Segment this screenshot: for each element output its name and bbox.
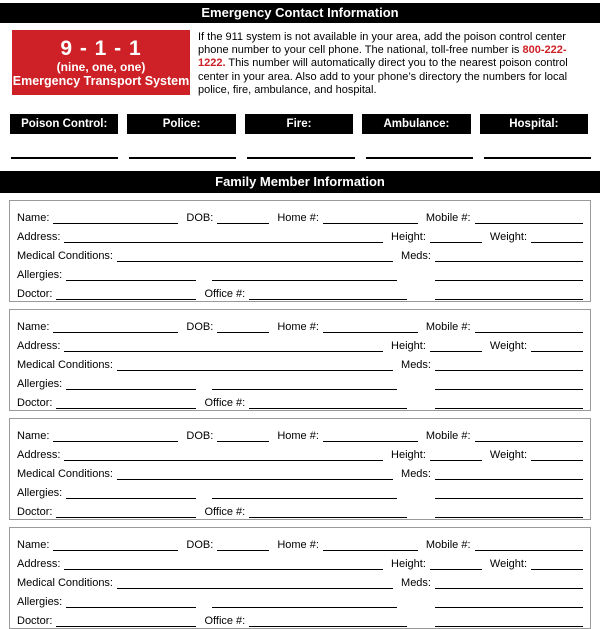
weight-write-line bbox=[531, 569, 583, 570]
emergency-contact-form bbox=[0, 3, 600, 626]
meds-extra-write-line-2 bbox=[435, 626, 583, 627]
mobile-phone-label: Mobile #: bbox=[425, 321, 471, 334]
medical-conditions-label: Medical Conditions: bbox=[17, 359, 113, 372]
meds-extra-write-line-1 bbox=[435, 498, 583, 499]
dob-label: DOB: bbox=[186, 430, 214, 443]
meds-label: Meds: bbox=[401, 577, 431, 590]
member-row-name bbox=[17, 424, 583, 443]
nine-one-one-box bbox=[12, 30, 190, 95]
meds-label: Meds: bbox=[401, 359, 431, 372]
member-row-name bbox=[17, 206, 583, 225]
member-row-medical bbox=[17, 244, 583, 263]
medical-conditions-write-line bbox=[117, 588, 393, 589]
member-row-doctor bbox=[17, 500, 583, 519]
dob-write-line bbox=[217, 223, 269, 224]
allergies-extra-write-line bbox=[212, 389, 397, 390]
doctor-label: Doctor: bbox=[17, 397, 53, 410]
family-member-blocks bbox=[0, 200, 600, 629]
office-phone-label: Office #: bbox=[204, 615, 246, 628]
poison-control-phone-number: 800-222-1222. bbox=[198, 44, 567, 70]
address-label: Address: bbox=[17, 449, 61, 462]
dob-label: DOB: bbox=[186, 212, 214, 225]
member-row-name bbox=[17, 315, 583, 334]
doctor-label: Doctor: bbox=[17, 615, 53, 628]
office-phone-label: Office #: bbox=[204, 506, 246, 519]
meds-label: Meds: bbox=[401, 468, 431, 481]
member-row-allergies bbox=[17, 481, 583, 500]
doctor-label: Doctor: bbox=[17, 506, 53, 519]
home-phone-write-line bbox=[323, 332, 418, 333]
weight-write-line bbox=[531, 351, 583, 352]
allergies-extra-write-line bbox=[212, 498, 397, 499]
member-row-medical bbox=[17, 353, 583, 372]
member-row-doctor bbox=[17, 391, 583, 410]
home-phone-write-line bbox=[323, 441, 418, 442]
height-write-line bbox=[430, 569, 482, 570]
office-phone-write-line bbox=[249, 626, 407, 627]
intro-text-before: If the 911 system is not available in your area, add the poison control center phone number to your cell phone. The national, toll-free number is bbox=[198, 31, 566, 57]
member-row-medical bbox=[17, 462, 583, 481]
intro-section bbox=[12, 30, 595, 97]
member-row-address bbox=[17, 225, 583, 244]
height-label: Height: bbox=[391, 558, 426, 571]
allergies-extra-write-line bbox=[212, 607, 397, 608]
police-write-line bbox=[129, 157, 236, 159]
meds-write-line bbox=[435, 588, 583, 589]
poison-control-write-line bbox=[11, 157, 118, 159]
mobile-phone-label: Mobile #: bbox=[425, 430, 471, 443]
medical-conditions-write-line bbox=[117, 479, 393, 480]
doctor-label: Doctor: bbox=[17, 288, 53, 301]
nine-one-one-number: 9 - 1 - 1 bbox=[60, 37, 142, 60]
member-row-doctor bbox=[17, 282, 583, 301]
mobile-phone-write-line bbox=[475, 332, 583, 333]
member-row-medical bbox=[17, 571, 583, 590]
fire-write-line bbox=[247, 157, 354, 159]
address-label: Address: bbox=[17, 340, 61, 353]
allergies-write-line bbox=[66, 389, 196, 390]
meds-extra-write-line-1 bbox=[435, 280, 583, 281]
family-header-bar bbox=[0, 171, 600, 193]
ambulance-write-line bbox=[366, 157, 473, 159]
weight-label: Weight: bbox=[489, 340, 527, 353]
doctor-write-line bbox=[56, 517, 196, 518]
contact-label-fire: Fire: bbox=[245, 114, 353, 134]
emergency-header-title: Emergency Contact Information bbox=[201, 5, 399, 20]
emergency-header-bar bbox=[0, 3, 600, 23]
weight-write-line bbox=[531, 460, 583, 461]
allergies-label: Allergies: bbox=[17, 596, 63, 609]
weight-label: Weight: bbox=[489, 231, 527, 244]
medical-conditions-write-line bbox=[117, 261, 393, 262]
office-phone-label: Office #: bbox=[204, 288, 246, 301]
allergies-label: Allergies: bbox=[17, 378, 63, 391]
mobile-phone-write-line bbox=[475, 223, 583, 224]
family-member-block bbox=[9, 527, 591, 629]
height-write-line bbox=[430, 460, 482, 461]
address-write-line bbox=[64, 242, 383, 243]
mobile-phone-label: Mobile #: bbox=[425, 212, 471, 225]
meds-extra-write-line-2 bbox=[435, 408, 583, 409]
name-label: Name: bbox=[17, 212, 50, 225]
member-row-allergies bbox=[17, 590, 583, 609]
member-row-doctor bbox=[17, 609, 583, 628]
weight-label: Weight: bbox=[489, 449, 527, 462]
dob-label: DOB: bbox=[186, 321, 214, 334]
dob-write-line bbox=[217, 550, 269, 551]
meds-extra-write-line-2 bbox=[435, 299, 583, 300]
meds-write-line bbox=[435, 370, 583, 371]
height-label: Height: bbox=[391, 340, 426, 353]
dob-write-line bbox=[217, 332, 269, 333]
emergency-transport-label: Emergency Transport System bbox=[12, 74, 190, 88]
height-label: Height: bbox=[391, 449, 426, 462]
mobile-phone-write-line bbox=[475, 441, 583, 442]
medical-conditions-label: Medical Conditions: bbox=[17, 577, 113, 590]
member-row-allergies bbox=[17, 263, 583, 282]
name-write-line bbox=[53, 223, 178, 224]
meds-write-line bbox=[435, 261, 583, 262]
family-member-block bbox=[9, 309, 591, 411]
member-row-name bbox=[17, 533, 583, 552]
allergies-write-line bbox=[66, 607, 196, 608]
office-phone-write-line bbox=[249, 408, 407, 409]
member-row-allergies bbox=[17, 372, 583, 391]
name-label: Name: bbox=[17, 539, 50, 552]
meds-extra-write-line-2 bbox=[435, 517, 583, 518]
height-label: Height: bbox=[391, 231, 426, 244]
family-header-title: Family Member Information bbox=[215, 174, 385, 190]
weight-label: Weight: bbox=[489, 558, 527, 571]
weight-write-line bbox=[531, 242, 583, 243]
member-row-address bbox=[17, 334, 583, 353]
allergies-label: Allergies: bbox=[17, 269, 63, 282]
meds-extra-write-line-1 bbox=[435, 607, 583, 608]
address-write-line bbox=[64, 460, 383, 461]
mobile-phone-write-line bbox=[475, 550, 583, 551]
allergies-extra-write-line bbox=[212, 280, 397, 281]
nine-one-one-pronunciation: (nine, one, one) bbox=[56, 60, 146, 74]
office-phone-write-line bbox=[249, 517, 407, 518]
family-member-block bbox=[9, 418, 591, 520]
office-phone-write-line bbox=[249, 299, 407, 300]
address-label: Address: bbox=[17, 558, 61, 571]
doctor-write-line bbox=[56, 626, 196, 627]
allergies-write-line bbox=[66, 280, 196, 281]
contact-label-ambulance: Ambulance: bbox=[362, 114, 470, 134]
dob-write-line bbox=[217, 441, 269, 442]
medical-conditions-write-line bbox=[117, 370, 393, 371]
mobile-phone-label: Mobile #: bbox=[425, 539, 471, 552]
name-write-line bbox=[53, 332, 178, 333]
name-write-line bbox=[53, 550, 178, 551]
doctor-write-line bbox=[56, 299, 196, 300]
home-phone-label: Home #: bbox=[277, 539, 319, 552]
member-row-address bbox=[17, 552, 583, 571]
home-phone-write-line bbox=[323, 550, 418, 551]
home-phone-label: Home #: bbox=[277, 212, 319, 225]
doctor-write-line bbox=[56, 408, 196, 409]
meds-write-line bbox=[435, 479, 583, 480]
member-row-address bbox=[17, 443, 583, 462]
height-write-line bbox=[430, 242, 482, 243]
meds-extra-write-line-1 bbox=[435, 389, 583, 390]
family-member-block bbox=[9, 200, 591, 302]
contact-write-in-lines bbox=[0, 157, 600, 159]
name-label: Name: bbox=[17, 321, 50, 334]
address-write-line bbox=[64, 569, 383, 570]
name-label: Name: bbox=[17, 430, 50, 443]
medical-conditions-label: Medical Conditions: bbox=[17, 250, 113, 263]
medical-conditions-label: Medical Conditions: bbox=[17, 468, 113, 481]
meds-label: Meds: bbox=[401, 250, 431, 263]
address-label: Address: bbox=[17, 231, 61, 244]
intro-text-after: This number will automatically direct you to the nearest poison control center in your area. Also add to your phone’s directory the numbers for local police, fire, ambulance, and hospital. bbox=[198, 57, 568, 96]
home-phone-label: Home #: bbox=[277, 321, 319, 334]
name-write-line bbox=[53, 441, 178, 442]
hospital-write-line bbox=[484, 157, 591, 159]
intro-paragraph bbox=[198, 31, 586, 97]
office-phone-label: Office #: bbox=[204, 397, 246, 410]
allergies-write-line bbox=[66, 498, 196, 499]
home-phone-label: Home #: bbox=[277, 430, 319, 443]
address-write-line bbox=[64, 351, 383, 352]
dob-label: DOB: bbox=[186, 539, 214, 552]
allergies-label: Allergies: bbox=[17, 487, 63, 500]
contact-label-poison-control: Poison Control: bbox=[10, 114, 118, 134]
contact-labels-row bbox=[0, 114, 600, 134]
contact-label-police: Police: bbox=[127, 114, 235, 134]
height-write-line bbox=[430, 351, 482, 352]
contact-label-hospital: Hospital: bbox=[480, 114, 588, 134]
home-phone-write-line bbox=[323, 223, 418, 224]
